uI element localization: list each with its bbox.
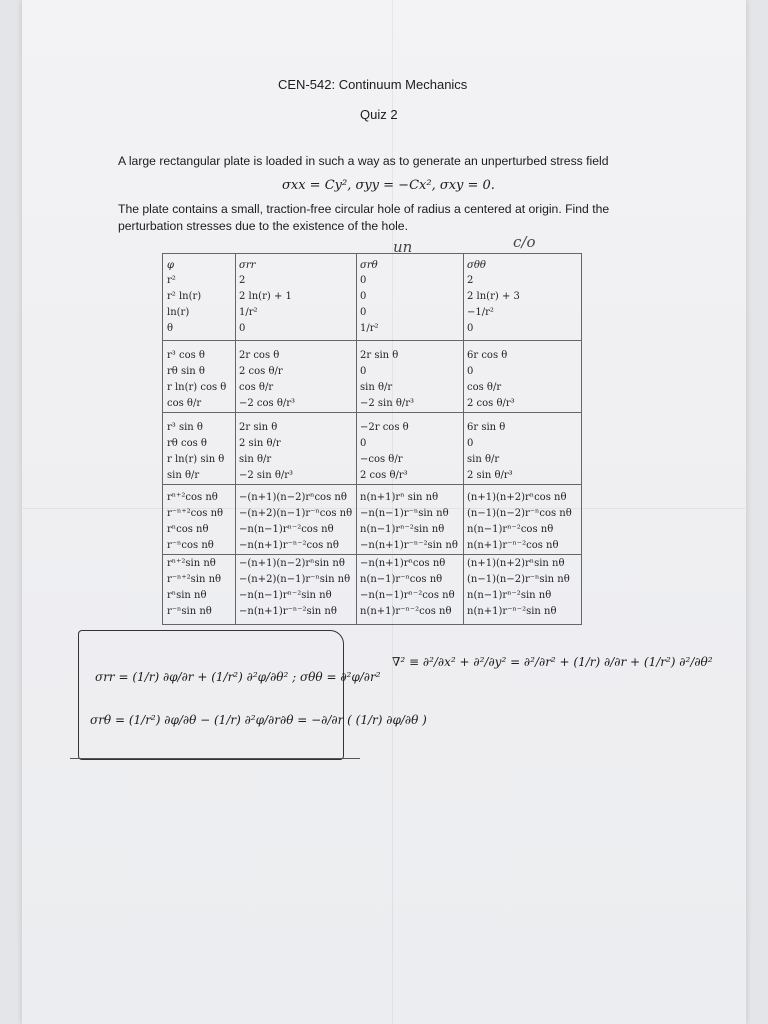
problem-line-1: A large rectangular plate is loaded in such a way as to generate an unperturbed stress field xyxy=(118,154,609,168)
table-cell: cos θ/r xyxy=(467,382,502,393)
formula-underline xyxy=(70,758,360,759)
table-cell: 2 ln(r) + 1 xyxy=(239,291,292,302)
stress-formula-box xyxy=(78,630,344,760)
problem-line-2: The plate contains a small, traction-free circular hole of radius a centered at origin. Find the perturbation stresses due to the existence of the hole. xyxy=(118,202,610,233)
table-cell: −n(n−1)r⁻ⁿsin nθ xyxy=(360,508,449,519)
table-cell: −2 sin θ/r³ xyxy=(360,398,415,409)
header-sigma-rr: σrr xyxy=(239,260,256,271)
table-cell: −n(n+1)r⁻ⁿ⁻²cos nθ xyxy=(239,540,339,551)
table-row xyxy=(163,452,583,468)
table-row xyxy=(163,289,583,305)
table-cell: 2 xyxy=(467,275,474,286)
table-row xyxy=(163,490,583,506)
table-divider xyxy=(163,554,581,555)
table-row xyxy=(163,273,583,289)
header-phi: φ xyxy=(167,260,175,271)
table-cell: 0 xyxy=(360,291,367,302)
table-row xyxy=(163,436,583,452)
course-title: CEN-542: Continuum Mechanics xyxy=(278,77,468,92)
table-cell: r⁻ⁿ⁺²sin nθ xyxy=(167,574,222,585)
header-sigma-rtheta: σrθ xyxy=(360,260,378,271)
stress-function-table xyxy=(162,253,582,625)
table-cell: −1/r² xyxy=(467,307,494,318)
table-cell: (n+1)(n+2)rⁿsin nθ xyxy=(467,558,565,569)
handwritten-note-right: c/o xyxy=(513,233,536,251)
table-row xyxy=(163,538,583,554)
table-cell: n(n−1)r⁻ⁿcos nθ xyxy=(360,574,443,585)
table-cell: −n(n+1)r⁻ⁿ⁻²sin nθ xyxy=(239,606,337,617)
table-cell: −cos θ/r xyxy=(360,454,403,465)
table-cell: n(n−1)rⁿ⁻²sin nθ xyxy=(360,524,445,535)
table-cell: sin θ/r xyxy=(239,454,272,465)
table-cell: rⁿ⁺²cos nθ xyxy=(167,492,218,503)
table-cell: 2 sin θ/r xyxy=(239,438,281,449)
handwritten-note-left: un xyxy=(393,238,413,256)
table-cell: −2r cos θ xyxy=(360,422,409,433)
table-cell: n(n+1)r⁻ⁿ⁻²cos nθ xyxy=(467,540,559,551)
table-cell: 2 cos θ/r³ xyxy=(467,398,515,409)
table-row xyxy=(163,364,583,380)
table-cell: 2r cos θ xyxy=(239,350,280,361)
table-row xyxy=(163,522,583,538)
table-row xyxy=(163,572,583,588)
table-cell: rⁿ⁺²sin nθ xyxy=(167,558,216,569)
table-row xyxy=(163,380,583,396)
table-cell: n(n+1)r⁻ⁿ⁻²sin nθ xyxy=(467,606,557,617)
table-cell: 2 cos θ/r³ xyxy=(360,470,408,481)
table-cell: −n(n−1)rⁿ⁻²sin nθ xyxy=(239,590,332,601)
formula-sigma-rr-thetatheta: σrr = (1/r) ∂φ/∂r + (1/r²) ∂²φ/∂θ² ; σθθ = ∂²φ/∂r² xyxy=(95,670,381,684)
table-cell: n(n+1)r⁻ⁿ⁻²cos nθ xyxy=(360,606,452,617)
table-cell: −n(n+1)rⁿcos nθ xyxy=(360,558,446,569)
table-cell: 2 cos θ/r xyxy=(239,366,283,377)
formula-sigma-rtheta: σrθ = (1/r²) ∂φ/∂θ − (1/r) ∂²φ/∂r∂θ = −∂/∂r ( (1/r) ∂φ/∂θ ) xyxy=(90,713,427,727)
table-cell: −n(n+1)r⁻ⁿ⁻²sin nθ xyxy=(360,540,458,551)
table-cell: 1/r² xyxy=(360,323,379,334)
table-row xyxy=(163,468,583,484)
table-cell: −(n+2)(n−1)r⁻ⁿsin nθ xyxy=(239,574,351,585)
table-cell: r ln(r) sin θ xyxy=(167,454,225,465)
table-row xyxy=(163,348,583,364)
table-cell: rⁿsin nθ xyxy=(167,590,207,601)
table-cell: rθ sin θ xyxy=(167,366,205,377)
table-divider xyxy=(163,484,581,485)
table-cell: 2 xyxy=(239,275,246,286)
stress-field-equation: σxx = Cy², σyy = −Cx², σxy = 0. xyxy=(282,178,495,193)
table-cell: r ln(r) cos θ xyxy=(167,382,227,393)
table-cell: sin θ/r xyxy=(167,470,200,481)
table-cell: n(n−1)rⁿ⁻²cos nθ xyxy=(467,524,554,535)
table-cell: ln(r) xyxy=(167,307,190,318)
table-cell: −2 sin θ/r³ xyxy=(239,470,294,481)
table-cell: r² ln(r) xyxy=(167,291,202,302)
table-cell: (n+1)(n+2)rⁿcos nθ xyxy=(467,492,567,503)
table-cell: 0 xyxy=(467,366,474,377)
table-cell: r³ cos θ xyxy=(167,350,205,361)
table-cell: 6r sin θ xyxy=(467,422,506,433)
table-cell: 0 xyxy=(360,366,367,377)
table-cell: 2r sin θ xyxy=(360,350,399,361)
table-row xyxy=(163,305,583,321)
table-cell: cos θ/r xyxy=(239,382,274,393)
table-cell: 0 xyxy=(467,323,474,334)
table-divider xyxy=(163,340,581,341)
table-cell: −n(n−1)rⁿ⁻²cos nθ xyxy=(360,590,455,601)
table-cell: 2 ln(r) + 3 xyxy=(467,291,520,302)
table-cell: −(n+1)(n−2)rⁿcos nθ xyxy=(239,492,347,503)
table-cell: 0 xyxy=(360,438,367,449)
table-row xyxy=(163,588,583,604)
table-cell: r⁻ⁿ⁺²cos nθ xyxy=(167,508,224,519)
table-cell: −(n+1)(n−2)rⁿsin nθ xyxy=(239,558,345,569)
table-cell: n(n+1)rⁿ sin nθ xyxy=(360,492,439,503)
table-cell: r⁻ⁿcos nθ xyxy=(167,540,214,551)
table-cell: 0 xyxy=(239,323,246,334)
table-row xyxy=(163,506,583,522)
table-cell: 0 xyxy=(360,275,367,286)
quiz-title: Quiz 2 xyxy=(360,107,398,122)
table-divider xyxy=(163,412,581,413)
table-cell: rⁿcos nθ xyxy=(167,524,209,535)
table-cell: sin θ/r xyxy=(360,382,393,393)
table-cell: 0 xyxy=(467,438,474,449)
table-cell: r² xyxy=(167,275,176,286)
table-cell: −2 cos θ/r³ xyxy=(239,398,296,409)
table-cell: 2 sin θ/r³ xyxy=(467,470,513,481)
table-cell: rθ cos θ xyxy=(167,438,207,449)
table-cell: r³ sin θ xyxy=(167,422,203,433)
table-cell: 1/r² xyxy=(239,307,258,318)
table-header-row xyxy=(163,258,583,274)
table-cell: −(n+2)(n−1)r⁻ⁿcos nθ xyxy=(239,508,353,519)
header-sigma-thetatheta: σθθ xyxy=(467,260,486,271)
table-cell: n(n−1)rⁿ⁻²sin nθ xyxy=(467,590,552,601)
table-row xyxy=(163,396,583,412)
table-cell: (n−1)(n−2)r⁻ⁿcos nθ xyxy=(467,508,572,519)
table-row xyxy=(163,321,583,337)
table-cell: (n−1)(n−2)r⁻ⁿsin nθ xyxy=(467,574,570,585)
table-row xyxy=(163,420,583,436)
table-row xyxy=(163,556,583,572)
table-row xyxy=(163,604,583,620)
table-cell: r⁻ⁿsin nθ xyxy=(167,606,212,617)
table-cell: 0 xyxy=(360,307,367,318)
table-cell: cos θ/r xyxy=(167,398,202,409)
table-cell: 6r cos θ xyxy=(467,350,508,361)
table-cell: θ xyxy=(167,323,174,334)
table-cell: −n(n−1)rⁿ⁻²cos nθ xyxy=(239,524,334,535)
table-cell: 2r sin θ xyxy=(239,422,278,433)
formula-laplacian: ∇² ≡ ∂²/∂x² + ∂²/∂y² = ∂²/∂r² + (1/r) ∂/∂r + (1/r²) ∂²/∂θ² xyxy=(392,655,713,669)
table-cell: sin θ/r xyxy=(467,454,500,465)
